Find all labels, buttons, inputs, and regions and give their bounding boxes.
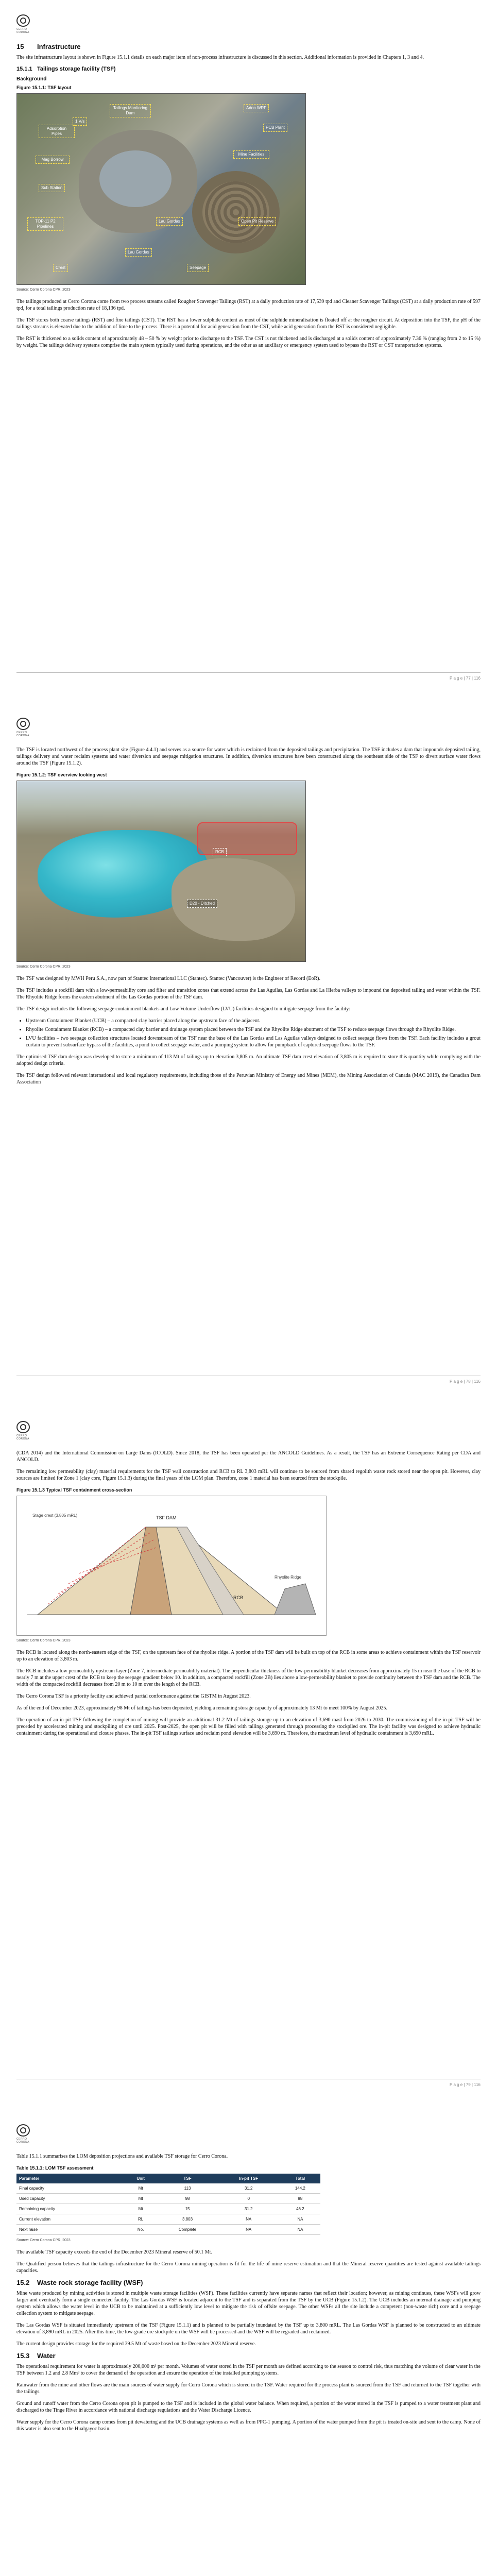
paragraph: The operational requirement for water is approximately 200,000 m³ per month. Volumes of water stored in the TSF per month are defined according to the season to control risk, thus matching the volume of clear water in the TSF between 1.2 and 2.8 Mm³ to cover the demand of the operation and ensure the operation of the installed pumping systems. <box>16 2364 481 2376</box>
paragraph: The TSF design includes the following seepage containment blankets and Low Volume Underflow (LVU) facilities designed to mitigate seepage from the facility: <box>16 1006 351 1012</box>
paragraph: The remaining low permeability (clay) material requirements for the TSF wall construction and RCB to RL 3,803 mRL will continue to be sourced from shared regolith waste rock stored near the open pit. However, clay sources are limited for Zone 1 (clay core, Figure 15.1.3) during the final years of the LOM plan. Therefore, zone 1 material has been sourced from the stockpile. <box>16 1469 481 1481</box>
label-tsf-dam: TSF DAM <box>156 1515 177 1520</box>
col-header: Parameter <box>16 2174 124 2183</box>
paragraph: Rainwater from the mine and other flows are the main sources of water supply for Cerro Corona which is stored in the TSF. Water required for the process plant is sourced from the TSF and returned to the TSF together with the tailings. <box>16 2382 481 2395</box>
paragraph: Ground and runoff water from the Cerro Corona open pit is pumped to the TSF and is included in the global water balance. When required, a portion of the water stored in the TSF is pumped to a water treatment plant and discharged to the Tinge River in accordance with national discharge regulations and the Water Discharge Licence. <box>16 2401 481 2413</box>
label-las-gordas: Lau Gordas <box>156 217 183 226</box>
page-78 <box>0 703 497 1399</box>
lom-tsf-table <box>16 2174 320 2235</box>
label-pcb-plant: PCB Plant <box>263 124 287 132</box>
paragraph: The optimised TSF dam design was developed to store a minimum of 113 Mt of tailings up to elevation 3,805 m. An ultimate TSF dam crest elevation of 3,805 m is required to store this quantity while complying with the adopted design criteria. <box>16 1054 481 1066</box>
logo-icon <box>16 2124 30 2137</box>
label-rcb: RCB <box>213 848 227 856</box>
label-las-gordas-2: Lau Gordas <box>125 248 152 257</box>
paragraph: The RST is thickened to a solids content of approximately 48 – 50 % by weight prior to discharge to the TSF. The CST is not thickened and is discharged at a solids content of approximately 7.36 % (ranging from 2 to 15 %) by weight. The tailings delivery systems comprise the main system typically used during operations, and the other as an auxiliary or emergency system used to bypass the RST or CST transportation systems. <box>16 336 481 348</box>
label-monitoring-dam: Tailings Monitoring Dam <box>110 104 151 117</box>
page-number: P a g e | 78 | 116 <box>450 1379 481 1384</box>
table-row: Used capacity Mt 98 0 98 <box>16 2194 320 2204</box>
figure-caption: Figure 15.1.1: TSF layout <box>16 85 72 90</box>
figure-source: Source: Cerro Corona CPR, 2023 <box>16 965 71 969</box>
table-row: Current elevation RL 3,803 NA NA <box>16 2214 320 2225</box>
logo-icon <box>16 718 30 730</box>
section-heading-15: 15 Infrastructure <box>16 43 81 50</box>
page-80 <box>0 2110 497 2576</box>
page-number: P a g e | 79 | 116 <box>450 2082 481 2087</box>
col-header: Total <box>280 2174 320 2183</box>
table-row: Remaining capacity Mt 15 31.2 46.2 <box>16 2204 320 2214</box>
paragraph: The current design provides storage for the required 39.5 Mt of waste based on the December 2023 Mineral reserve. <box>16 2341 256 2347</box>
paragraph: The TSF stores both coarse tailings (RST) and fine tailings (CST). The RST has a lower sulphide content as most of the sulphide mineralisation is floated off at the rougher circuit. At deposition into the TSF, the pH of the tailings streams is elevated due to the addition of lime to the process. There is a potential for acid generation from the CST, while acid generation from the RST is considered negligible. <box>16 317 481 330</box>
list-item: • Rhyolite Containment Blanket (RCB) – a compacted clay barrier and drainage system placed between the TSF and the Rhyolite Ridge abutment of the TSF to reduce seepage flows through the Rhyolite Ridge. <box>26 1026 481 1033</box>
label-sub-station: Sub Station <box>39 184 65 192</box>
paragraph: The TSF was designed by MWH Peru S.A., now part of Stantec International LLC (Stantec). Stantec (Vancouver) is the Engineer of Record (EoR). <box>16 976 320 981</box>
paragraph: The RCB includes a low permeability upstream layer (Zone 7, intermediate permeability material). The perpendicular thickness of the low-permeability blanket decreases from approximately 15 m near the base of the RCB to nearly 7 m at the upper crest of the RCB to keep the seepage gradient below 10. In addition, a compacted rockfill (Zone 2B) lies above a low-permeability blanket to provide continuity between the TSF dam and the RCB. The width of the compacted rockfill decreases from 20 m to 10 m over the length of the RCB. <box>16 1668 481 1687</box>
col-header: TSF <box>158 2174 217 2183</box>
figure-source: Source: Cerro Corona CPR, 2023 <box>16 288 71 292</box>
company-logo: CERRO CORONA <box>16 718 30 737</box>
section-heading-15-2: 15.2 Waste rock storage facility (WSF) <box>16 2279 143 2286</box>
list-item: • LVU facilities – two seepage collection structures located downstream of the TSF near the base of the Las Gordas and Las Aguilas valleys designed to collect seepage flows from the TSF. Each facility includes a grout curtain to prevent subsurface bypass of the facilities, a pond to collect seepage water, and a pumping system to allow for pumpback of captured seepage flows to the TSF. <box>26 1035 481 1048</box>
subheading-background: Background <box>16 76 47 82</box>
logo-icon <box>16 14 30 27</box>
table-row: Final capacity Mt 113 31.2 144.2 <box>16 2183 320 2194</box>
section-heading-15-1-1: 15.1.1 Tailings storage facility (TSF) <box>16 66 116 72</box>
label-mine-facilities: Mine Facilities <box>233 150 269 159</box>
paragraph: The TSF design followed relevant international and local regulatory requirements, including those of the Peruvian Ministry of Energy and Mines (MEM), the Mining Association of Canada (MAC 2019), the Canadian Dam Association <box>16 1073 481 1085</box>
label-adsorption: Adsorption Pipes <box>39 125 75 138</box>
paragraph: The TSF is located northwest of the process plant site (Figure 4.4.1) and serves as a source for water which is reclaimed from the deposited tailings and precipitation. The TSF includes a dam that impounds deposited tailing, tailings delivery and water reclaim systems and water diversion and seepage mitigation structures. In addition, diversion structures have been constructed along the southeast side of the TSF to divert surface water flows around the TSF (Figure 15.1.2). <box>16 747 481 766</box>
figure-caption: Figure 15.1.3 Typical TSF containment cross-section <box>16 1487 132 1493</box>
paragraph: (CDA 2014) and the International Commission on Large Dams (ICOLD). Since 2018, the TSF has been operated per the ANCOLD Guidelines. As a result, the TSF has an Extreme Consequence Rating per CDA and ANCOLD. <box>16 1450 481 1463</box>
tsf-layout-photo <box>16 93 306 285</box>
company-logo: CERRO CORONA <box>16 2124 30 2144</box>
tsf-overview-photo <box>16 781 306 962</box>
label-rcb: RCB <box>233 1595 244 1600</box>
label-crest: Crest <box>53 264 68 272</box>
list-item: • Upstream Containment Blanket (UCB) – a compacted clay barrier placed along the upstream face of the adjacent. <box>26 1018 481 1024</box>
label-seepage: Seepage <box>187 264 209 272</box>
label-stage-crest: Stage crest (3,805 mRL) <box>32 1513 78 1518</box>
paragraph: The operation of an in-pit TSF following the completion of mining will provide an additional 31.2 Mt of tailings storage up to an elevation of 3,690 masl from 2026 to 2030. The commissioning of the in-pit TSF will be preceded by accelerated mining and stockpiling of ore until 2025. Post-2025, the open pit will be filled with tailings generated through processing the stockpiled ore. The in-pit facility was designed to achieve hydraulic containment during the operational and closure phases. The in-pit TSF tailings surface and reclaim pond elevation will be 3,690 m. Therefore, the maximum level of hydraulic containment is 3,690 mRL. <box>16 1717 481 1736</box>
cross-section-drawing <box>16 1496 327 1636</box>
label-open-pit: Open Pit Reserve <box>238 217 276 226</box>
paragraph: The Cerro Corona TSF is a priority facility and achieved partial conformance against the GISTM in August 2023. <box>16 1693 251 1699</box>
label-top-pipelines: TOP-11 P2 Pipelines <box>27 217 63 231</box>
logo-icon <box>16 1421 30 1433</box>
section-intro: The site infrastructure layout is shown in Figure 15.1.1 details on each major item of non-process infrastructure is discussed in this section. Additional information is provided in Chapters 1, 3 and 4. <box>16 55 424 60</box>
col-header: Unit <box>124 2174 158 2183</box>
paragraph: Water supply for the Cerro Corona camp comes from pit dewatering and the UCB drainage systems as well as from PPC-1 pumping. A portion of the water pumped from the pit is treated on-site and sent to the camp. None of this water is also sent to the Hualgayoc basin. <box>16 2419 481 2432</box>
paragraph: The Las Gordas WSF is situated immediately upstream of the TSF (Figure 15.1.1) and is planned to be partially inundated by the TSF up to 3,800 mRL. The Las Gordas WSF is planned to be constructed to an ultimate elevation of 3,890 mRL in 2025. After this time, the low-grade ore stockpile on the WSF will be processed and the WSF will be regraded and reclaimed. <box>16 2323 481 2335</box>
table-source: Source: Cerro Corona CPR, 2023 <box>16 2239 71 2242</box>
paragraph: The Qualified person believes that the tailings infrastructure for the Cerro Corona mining operation is fit for the life of mine reserve estimation and that the Mineral reserve quantities are tested against available tailings capacities. <box>16 2261 481 2274</box>
cross-section-svg <box>17 1496 326 1635</box>
paragraph: Table 15.1.1 summarises the LOM deposition projections and available TSF storage for Cerro Corona. <box>16 2154 228 2159</box>
table-caption: Table 15.1.1: LOM TSF assessment <box>16 2165 94 2171</box>
label-adon-wrf: Adon WRF <box>244 104 269 112</box>
label-1vs: 1 V/s <box>73 117 87 126</box>
paragraph: The available TSF capacity exceeds the end of the December 2023 Mineral reserve of 50.1 Mt. <box>16 2249 212 2255</box>
section-heading-15-3: 15.3 Water <box>16 2352 56 2360</box>
page-77 <box>0 0 497 696</box>
table-header-row <box>16 2174 320 2183</box>
paragraph: The tailings produced at Cerro Corona come from two process streams called Rougher Scavenger Tailings (RST) at a daily production rate of 17,539 tpd and Cleaner Scavenger Tailings (CST) at a daily production rate of 597 tpd, for a total tailings production rate of 18,136 tpd. <box>16 299 481 311</box>
seepage-list <box>16 1018 481 1048</box>
label-rhyolite: Rhyolite Ridge <box>275 1575 302 1580</box>
table-row: Next raise No. Complete NA NA <box>16 2225 320 2235</box>
company-logo: CERRO CORONA <box>16 14 30 34</box>
label-mag-borrow: Mag Borrow <box>36 156 70 164</box>
paragraph: Mine waste produced by mining activities is stored in multiple waste storage facilities (WSF). These facilities currently have separate names that reflect their location; however, as mining continues, these WSFs will grow larger and eventually form a single connected facility. The Las Gordas WSF is located adjacent to the TSF and is separated from the TSF by the UCB (Figure 15.1.2). The UCB includes an internal drainage and pumping system which allows the water level in the UCB to be maintained at a sufficiently low level to mitigate the risk of offsite seepage. The other WSFs all the site include a competent (non-waste rich) core and a seepage collection system to mitigate seepage. <box>16 2291 481 2316</box>
label-ditched: D20 - Ditched <box>187 900 217 908</box>
paragraph: The RCB is located along the north-eastern edge of the TSF, on the upstream face of the rhyolite ridge. A portion of the TSF dam will be built on top of the RCB in some areas to achieve containment within the TSF reservoir up to an elevation of 3,803 m. <box>16 1650 481 1662</box>
figure-caption: Figure 15.1.2: TSF overview looking west <box>16 772 107 777</box>
col-header: In-pit TSF <box>217 2174 280 2183</box>
figure-source: Source: Cerro Corona CPR, 2023 <box>16 1639 71 1642</box>
page-79 <box>0 1406 497 2102</box>
company-logo: CERRO CORONA <box>16 1421 30 1440</box>
page-number: P a g e | 77 | 116 <box>450 676 481 681</box>
paragraph: As of the end of December 2023, approximately 98 Mt of tailings has been deposited, yielding a remaining storage capacity of approximately 13 Mt to meet 100% by August 2025. <box>16 1705 387 1711</box>
paragraph: The TSF includes a rockfill dam with a low-permeability core and filter and transition zones that extend across the Las Aguilas, Las Gordas and La Hierba valleys to impound the deposited tailing and water within the TSF. The Rhyolite Ridge forms the eastern abutment of the Las Gordas portion of the TSF dam. <box>16 988 481 1000</box>
